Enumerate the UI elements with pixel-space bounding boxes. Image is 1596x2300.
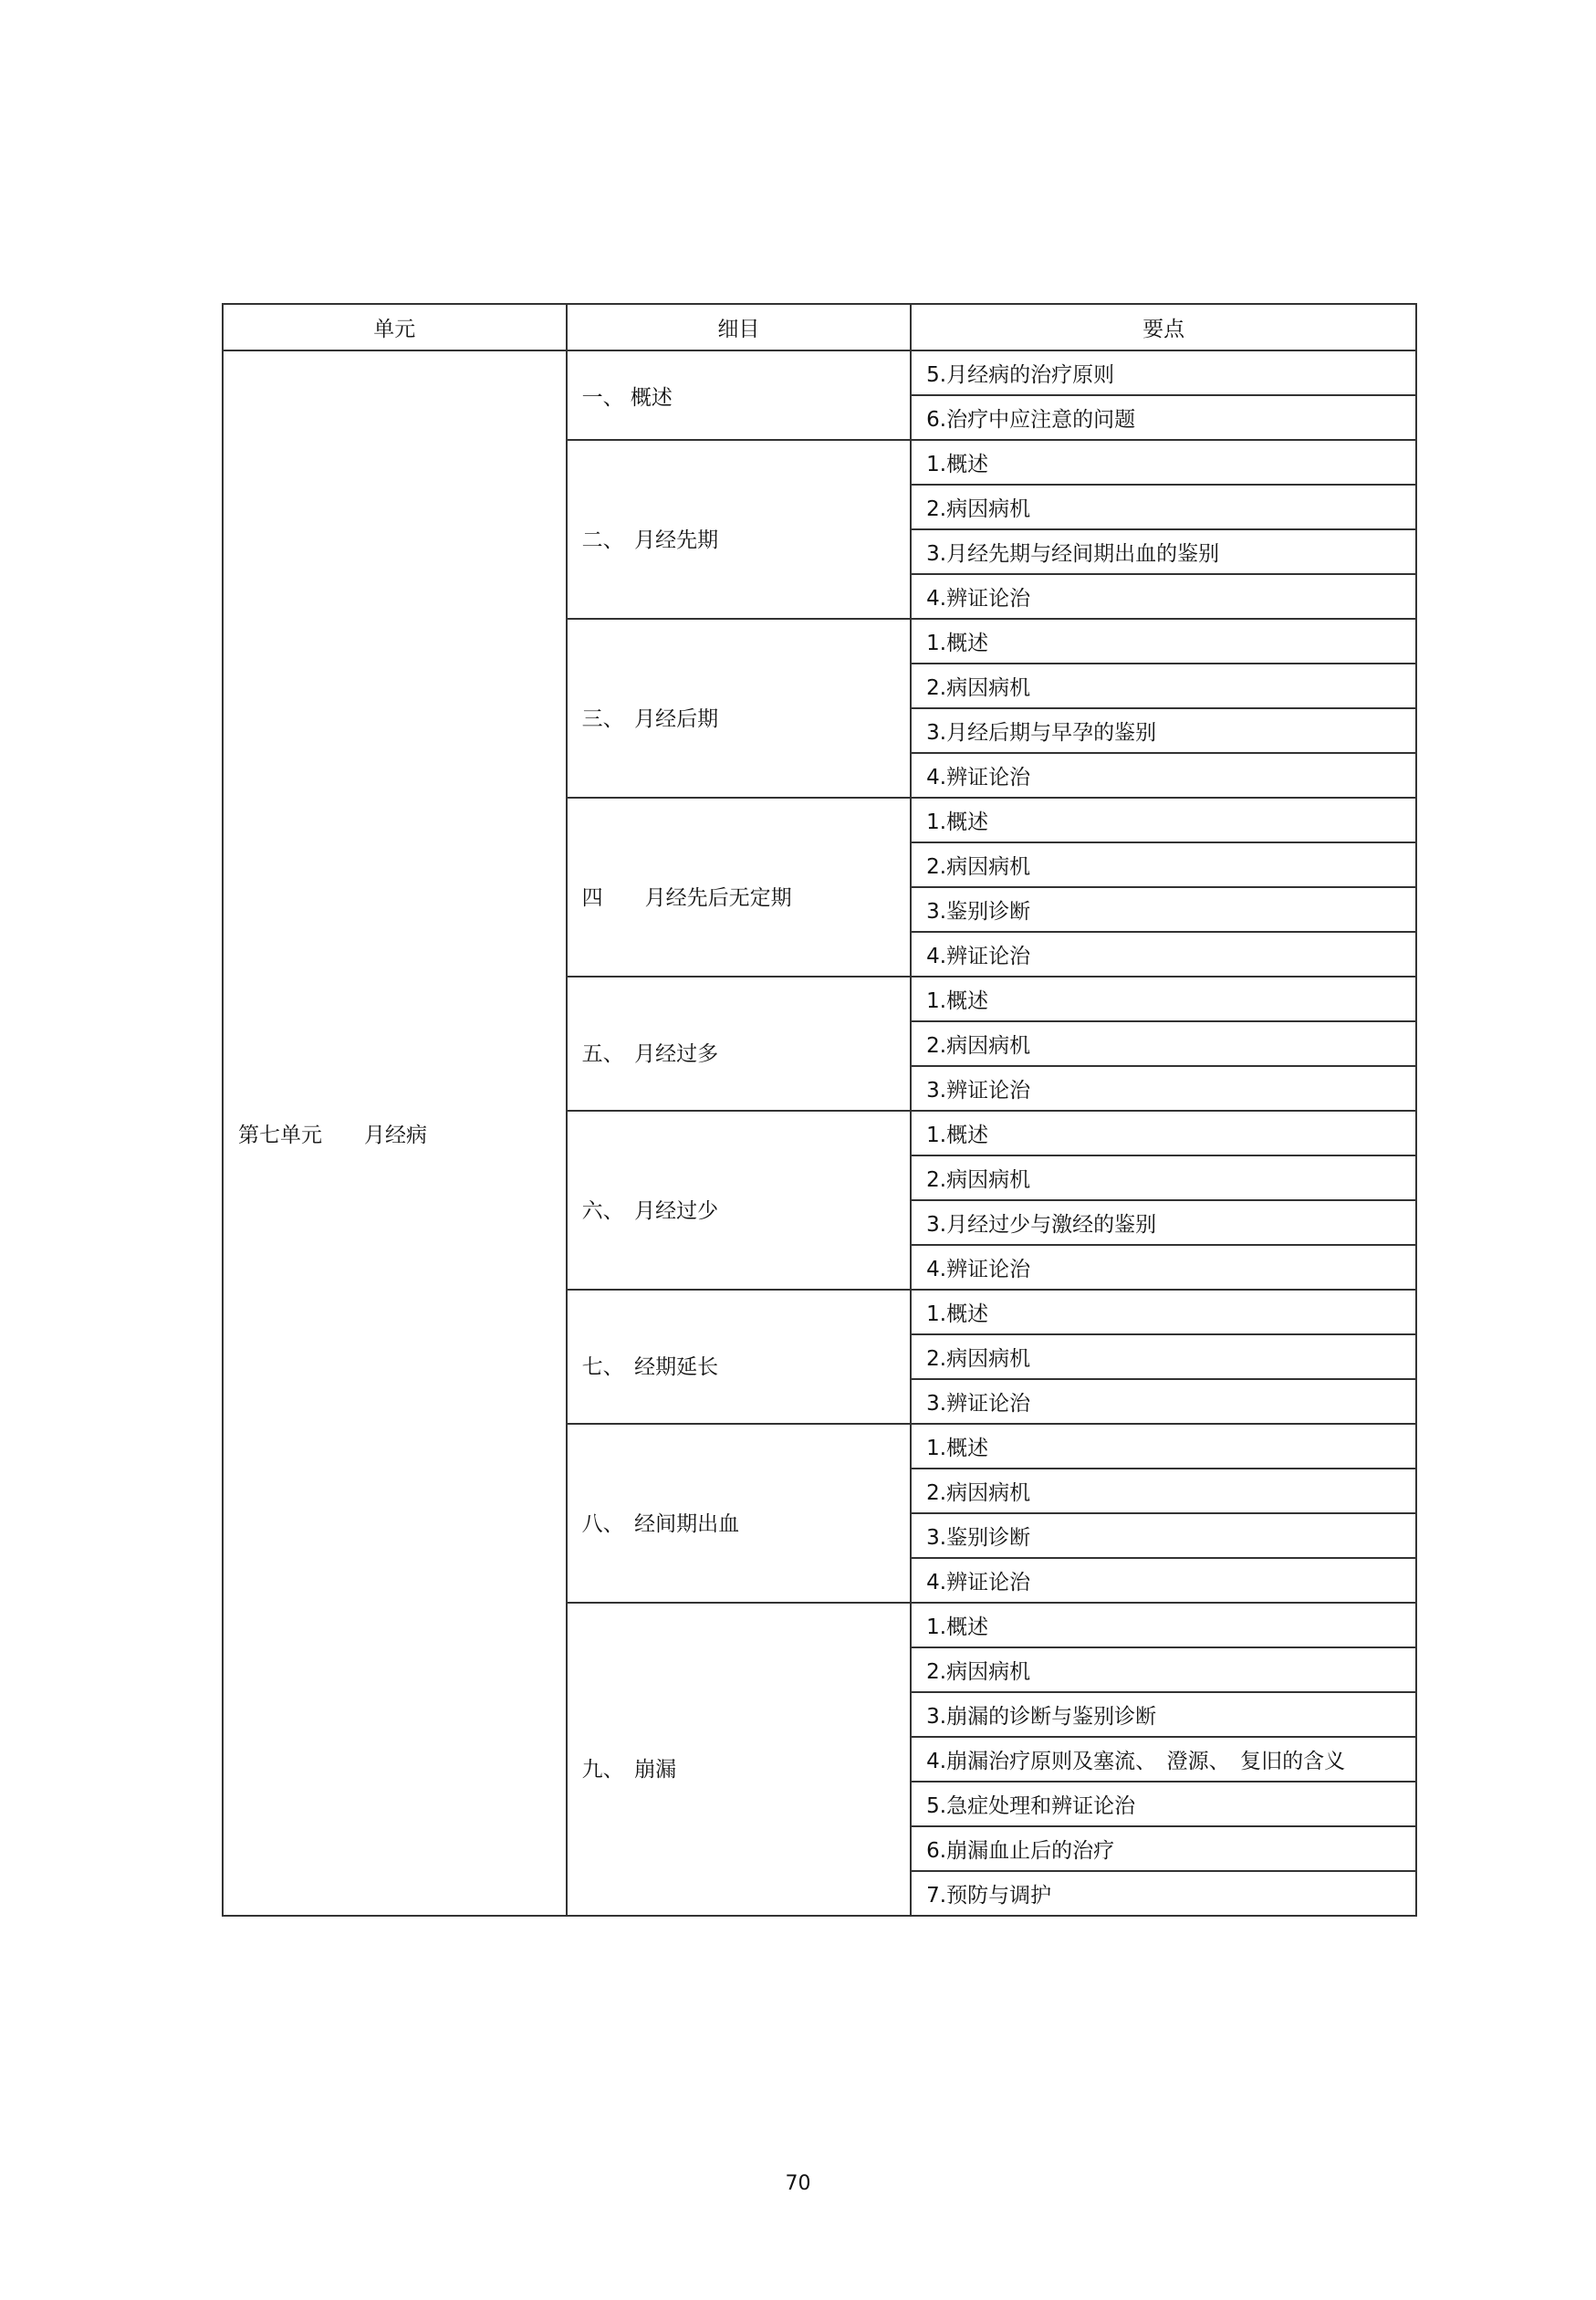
section-title: 二、 月经先期: [567, 440, 912, 619]
point-cell: 2.病因病机: [911, 1469, 1416, 1513]
point-cell: 2.病因病机: [911, 1647, 1416, 1692]
point-cell: 3.崩漏的诊断与鉴别诊断: [911, 1692, 1416, 1737]
point-cell: 1.概述: [911, 1603, 1416, 1647]
point-cell: 4.崩漏治疗原则及塞流、 澄源、 复旧的含义: [911, 1737, 1416, 1782]
unit-cell: 第七单元 月经病: [223, 350, 567, 1916]
point-cell: 1.概述: [911, 1290, 1416, 1334]
point-cell: 6.崩漏血止后的治疗: [911, 1826, 1416, 1871]
point-cell: 4.辨证论治: [911, 1558, 1416, 1603]
point-cell: 2.病因病机: [911, 1021, 1416, 1066]
section-title: 三、 月经后期: [567, 619, 912, 798]
point-cell: 2.病因病机: [911, 1155, 1416, 1200]
point-cell: 1.概述: [911, 977, 1416, 1021]
section-title: 七、 经期延长: [567, 1290, 912, 1424]
point-cell: 4.辨证论治: [911, 1245, 1416, 1290]
point-cell: 3.月经过少与激经的鉴别: [911, 1200, 1416, 1245]
point-cell: 1.概述: [911, 1424, 1416, 1469]
point-cell: 3.月经先期与经间期出血的鉴别: [911, 529, 1416, 574]
header-row: [223, 304, 1416, 350]
point-cell: 1.概述: [911, 798, 1416, 842]
point-cell: 5.月经病的治疗原则: [911, 350, 1416, 395]
point-cell: 1.概述: [911, 1111, 1416, 1155]
point-cell: 3.辨证论治: [911, 1066, 1416, 1111]
header-unit: 单元: [223, 304, 567, 350]
point-cell: 2.病因病机: [911, 842, 1416, 887]
point-cell: 5.急症处理和辨证论治: [911, 1782, 1416, 1826]
table-row: [223, 350, 1416, 395]
section-title: 四 月经先后无定期: [567, 798, 912, 977]
point-cell: 3.鉴别诊断: [911, 887, 1416, 932]
point-cell: 3.辨证论治: [911, 1379, 1416, 1424]
section-title: 八、 经间期出血: [567, 1424, 912, 1603]
section-title: 一、 概述: [567, 350, 912, 440]
point-cell: 3.月经后期与早孕的鉴别: [911, 708, 1416, 753]
section-title: 五、 月经过多: [567, 977, 912, 1111]
header-points: 要点: [911, 304, 1416, 350]
syllabus-table: [222, 303, 1417, 1917]
point-cell: 6.治疗中应注意的问题: [911, 395, 1416, 440]
section-title: 六、 月经过少: [567, 1111, 912, 1290]
point-cell: 1.概述: [911, 440, 1416, 485]
section-title: 九、 崩漏: [567, 1603, 912, 1916]
page-number: 70: [785, 2172, 811, 2195]
point-cell: 2.病因病机: [911, 485, 1416, 529]
header-item: 细目: [567, 304, 912, 350]
point-cell: 4.辨证论治: [911, 753, 1416, 798]
point-cell: 1.概述: [911, 619, 1416, 664]
point-cell: 2.病因病机: [911, 1334, 1416, 1379]
point-cell: 4.辨证论治: [911, 932, 1416, 977]
point-cell: 4.辨证论治: [911, 574, 1416, 619]
point-cell: 3.鉴别诊断: [911, 1513, 1416, 1558]
point-cell: 7.预防与调护: [911, 1871, 1416, 1916]
point-cell: 2.病因病机: [911, 664, 1416, 708]
